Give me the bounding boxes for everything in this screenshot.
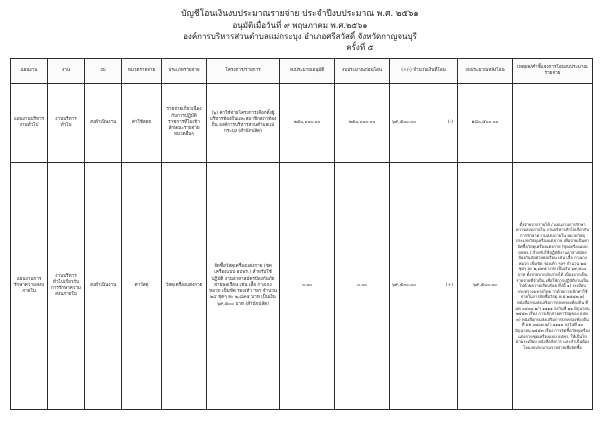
cell-approved: ๒๕๐,๐๐๐.๐๐ xyxy=(280,84,335,163)
col-transfer-amount: (+/-) จำนวนเงินที่โอน xyxy=(390,59,458,84)
cell-budget: งบดำเนินงาน xyxy=(85,163,122,410)
cell-expense-type: วัสดุเครื่องแต่งกาย xyxy=(162,163,207,410)
col-approved: งบประมาณอนุมัติ xyxy=(280,59,335,84)
col-expense-type: ประเภทรายจ่าย xyxy=(162,59,207,84)
document-title: บัญชีโอนเงินงบประมาณรายจ่าย ประจำปีงบประมาณ พ.ศ. ๒๕๖๑ xyxy=(181,9,419,19)
cell-before-transfer: ๐.๐๐ xyxy=(335,163,390,410)
col-project: โครงการ/รายการ xyxy=(207,59,280,84)
col-job: งาน xyxy=(48,59,85,84)
cell-job: งานบริหารทั่วไปเกี่ยวกับการรักษาความสงบภายใน xyxy=(48,163,85,410)
cell-category: ค่าวัสดุ xyxy=(122,163,162,410)
cell-reason: ตั้งจ่ายจากรายได้ / แผนงานการรักษาความสงบภายใน งานบริหารทั่วไปเกี่ยวกับการรักษาความสงบภายใน หมวดวัสดุ ประเภทวัสดุเครื่องแต่งกาย เพื่อจ่ายเป็นค่าจัดซื้อวัสดุเครื่องแต่งกาย (ชุดเครื่องแบบ อปพร.) สำหรับใช้ปฏิบัติงานอาสาสมัครป้องกันภัยฝ่ายพลเรือน เช่น เสื้อ กางเกง หมวก เข็มขัด รองเท้า ฯลฯ จำนวน ๒๔ ชุดๆ ละ ๒,๘๙๕ บาท เป็นเงิน ๖๙,๕๐๐ บาท ตั้งจ่ายจากเงินรายได้ เนื่องจากเป็นรายจ่ายที่จำเป็น เพื่อให้การปฏิบัติงานเป็นไปด้วยความเรียบร้อย ทั้งนี้ ๑) ระเบียบกระทรวงมหาดไทย ว่าด้วยการเบิกค่าใช้จ่ายในการจัดซื้อวัสดุ พ.ศ.๒๕๔๗ ๒) หนังสือกรมส่งเสริมการปกครองท้องถิ่น ที่ มท ๐๘๐๘.๒/ว ๑๑๑๑ ลงวันที่ ๑๑ มิถุนายน ๒๕๕๓ เรื่อง การเบิกจ่ายค่าวัสดุของ อปท. ๓) หนังสือกรมส่งเสริมการปกครองท้องถิ่น ที่ มท ๐๘๐๘.๒/ว ๑๑๑๑ ลงวันที่ ๑๐ มิถุนายน ๒๕๕๓ เรื่อง การจัดซื้อวัสดุเครื่องแต่งกายชุดเครื่องแบบ อปพร. ให้เป็นไปตามระเบียบ หนังสือสั่งการ และจำเป็นต้องโอนงบประมาณรายจ่ายเพื่อจัดซื้อ xyxy=(513,163,593,410)
cell-budget: งบดำเนินงาน xyxy=(85,84,122,163)
cell-project: จัดซื้อวัสดุเครื่องแต่งกาย (ชุดเครื่องแบบ อปพร.) สำหรับใช้ปฏิบัติ งานอาสาสมัครป้องกันภัยฝ่ายพลเรือน เช่น เสื้อ กางเกง หมวก เข็มขัด รองเท้า ฯลฯ จำนวน ๒๔ ชุดๆ ละ ๒,๘๙๕ บาท เป็นเงิน ๖๙,๕๐๐ บาท (สำนักปลัด) xyxy=(207,163,280,410)
cell-plan: แผนงานการรักษาความสงบภายใน xyxy=(11,163,48,410)
cell-reason xyxy=(513,84,593,163)
cell-approved: ๐.๐๐ xyxy=(280,163,335,410)
col-category: หมวดรายจ่าย xyxy=(122,59,162,84)
table-row xyxy=(11,84,593,163)
col-plan: แผนงาน xyxy=(11,59,48,84)
transfer-sign: (+) xyxy=(445,282,453,288)
cell-plan: แผนงานบริหารงานทั่วไป xyxy=(11,84,48,163)
transfer-amount: ๖๙,๕๐๐.๐๐ xyxy=(392,119,416,125)
table-row xyxy=(11,163,593,410)
col-reason: เหตุผล/คำชี้แจงการโอนงบประมาณรายจ่าย xyxy=(513,59,593,84)
cell-transfer xyxy=(390,84,458,163)
table-header-row xyxy=(11,59,593,84)
cell-expense-type: รายจ่ายเกี่ยวเนื่องกับการปฏิบัติราชการที่ไม่เข้าลักษณะรายจ่ายหมวดอื่นๆ xyxy=(162,84,207,163)
organization-name: องค์การบริหารส่วนตำบลแม่กระบุง อำเภอศรีสวัสดิ์ จังหวัดกาญจนบุรี xyxy=(183,32,417,41)
cell-category: ค่าใช้สอย xyxy=(122,84,162,163)
cell-before-transfer: ๒๕๐,๐๐๐.๐๐ xyxy=(335,84,390,163)
cell-after-transfer: ๖๙,๕๐๐.๐๐ xyxy=(458,163,513,410)
transfer-sign: (-) xyxy=(447,119,453,125)
budget-transfer-table xyxy=(10,58,593,410)
cell-job: งานบริหารทั่วไป xyxy=(48,84,85,163)
cell-after-transfer: ๑๘๐,๕๐๐.๐๐ xyxy=(458,84,513,163)
transfer-amount: ๖๙,๕๐๐.๐๐ xyxy=(392,282,416,288)
cell-project: (๖) ค่าใช้จ่ายโครงการเลือกตั้งผู้บริหารท้องถิ่นและสมาชิกสภาท้องถิ่น องค์การบริหารส่วนตำบลแม่กระบุง (สำนักปลัด) xyxy=(207,84,280,163)
col-before-transfer: งบประมาณก่อนโอน xyxy=(335,59,390,84)
round-number: ครั้งที่ ๕ xyxy=(346,43,374,52)
col-budget: งบ xyxy=(85,59,122,84)
approval-date: อนุมัติเมื่อวันที่ ๙ พฤษภาคม พ.ศ.๒๕๖๑ xyxy=(232,21,368,30)
cell-transfer xyxy=(390,163,458,410)
col-after-transfer: งบประมาณหลังโอน xyxy=(458,59,513,84)
